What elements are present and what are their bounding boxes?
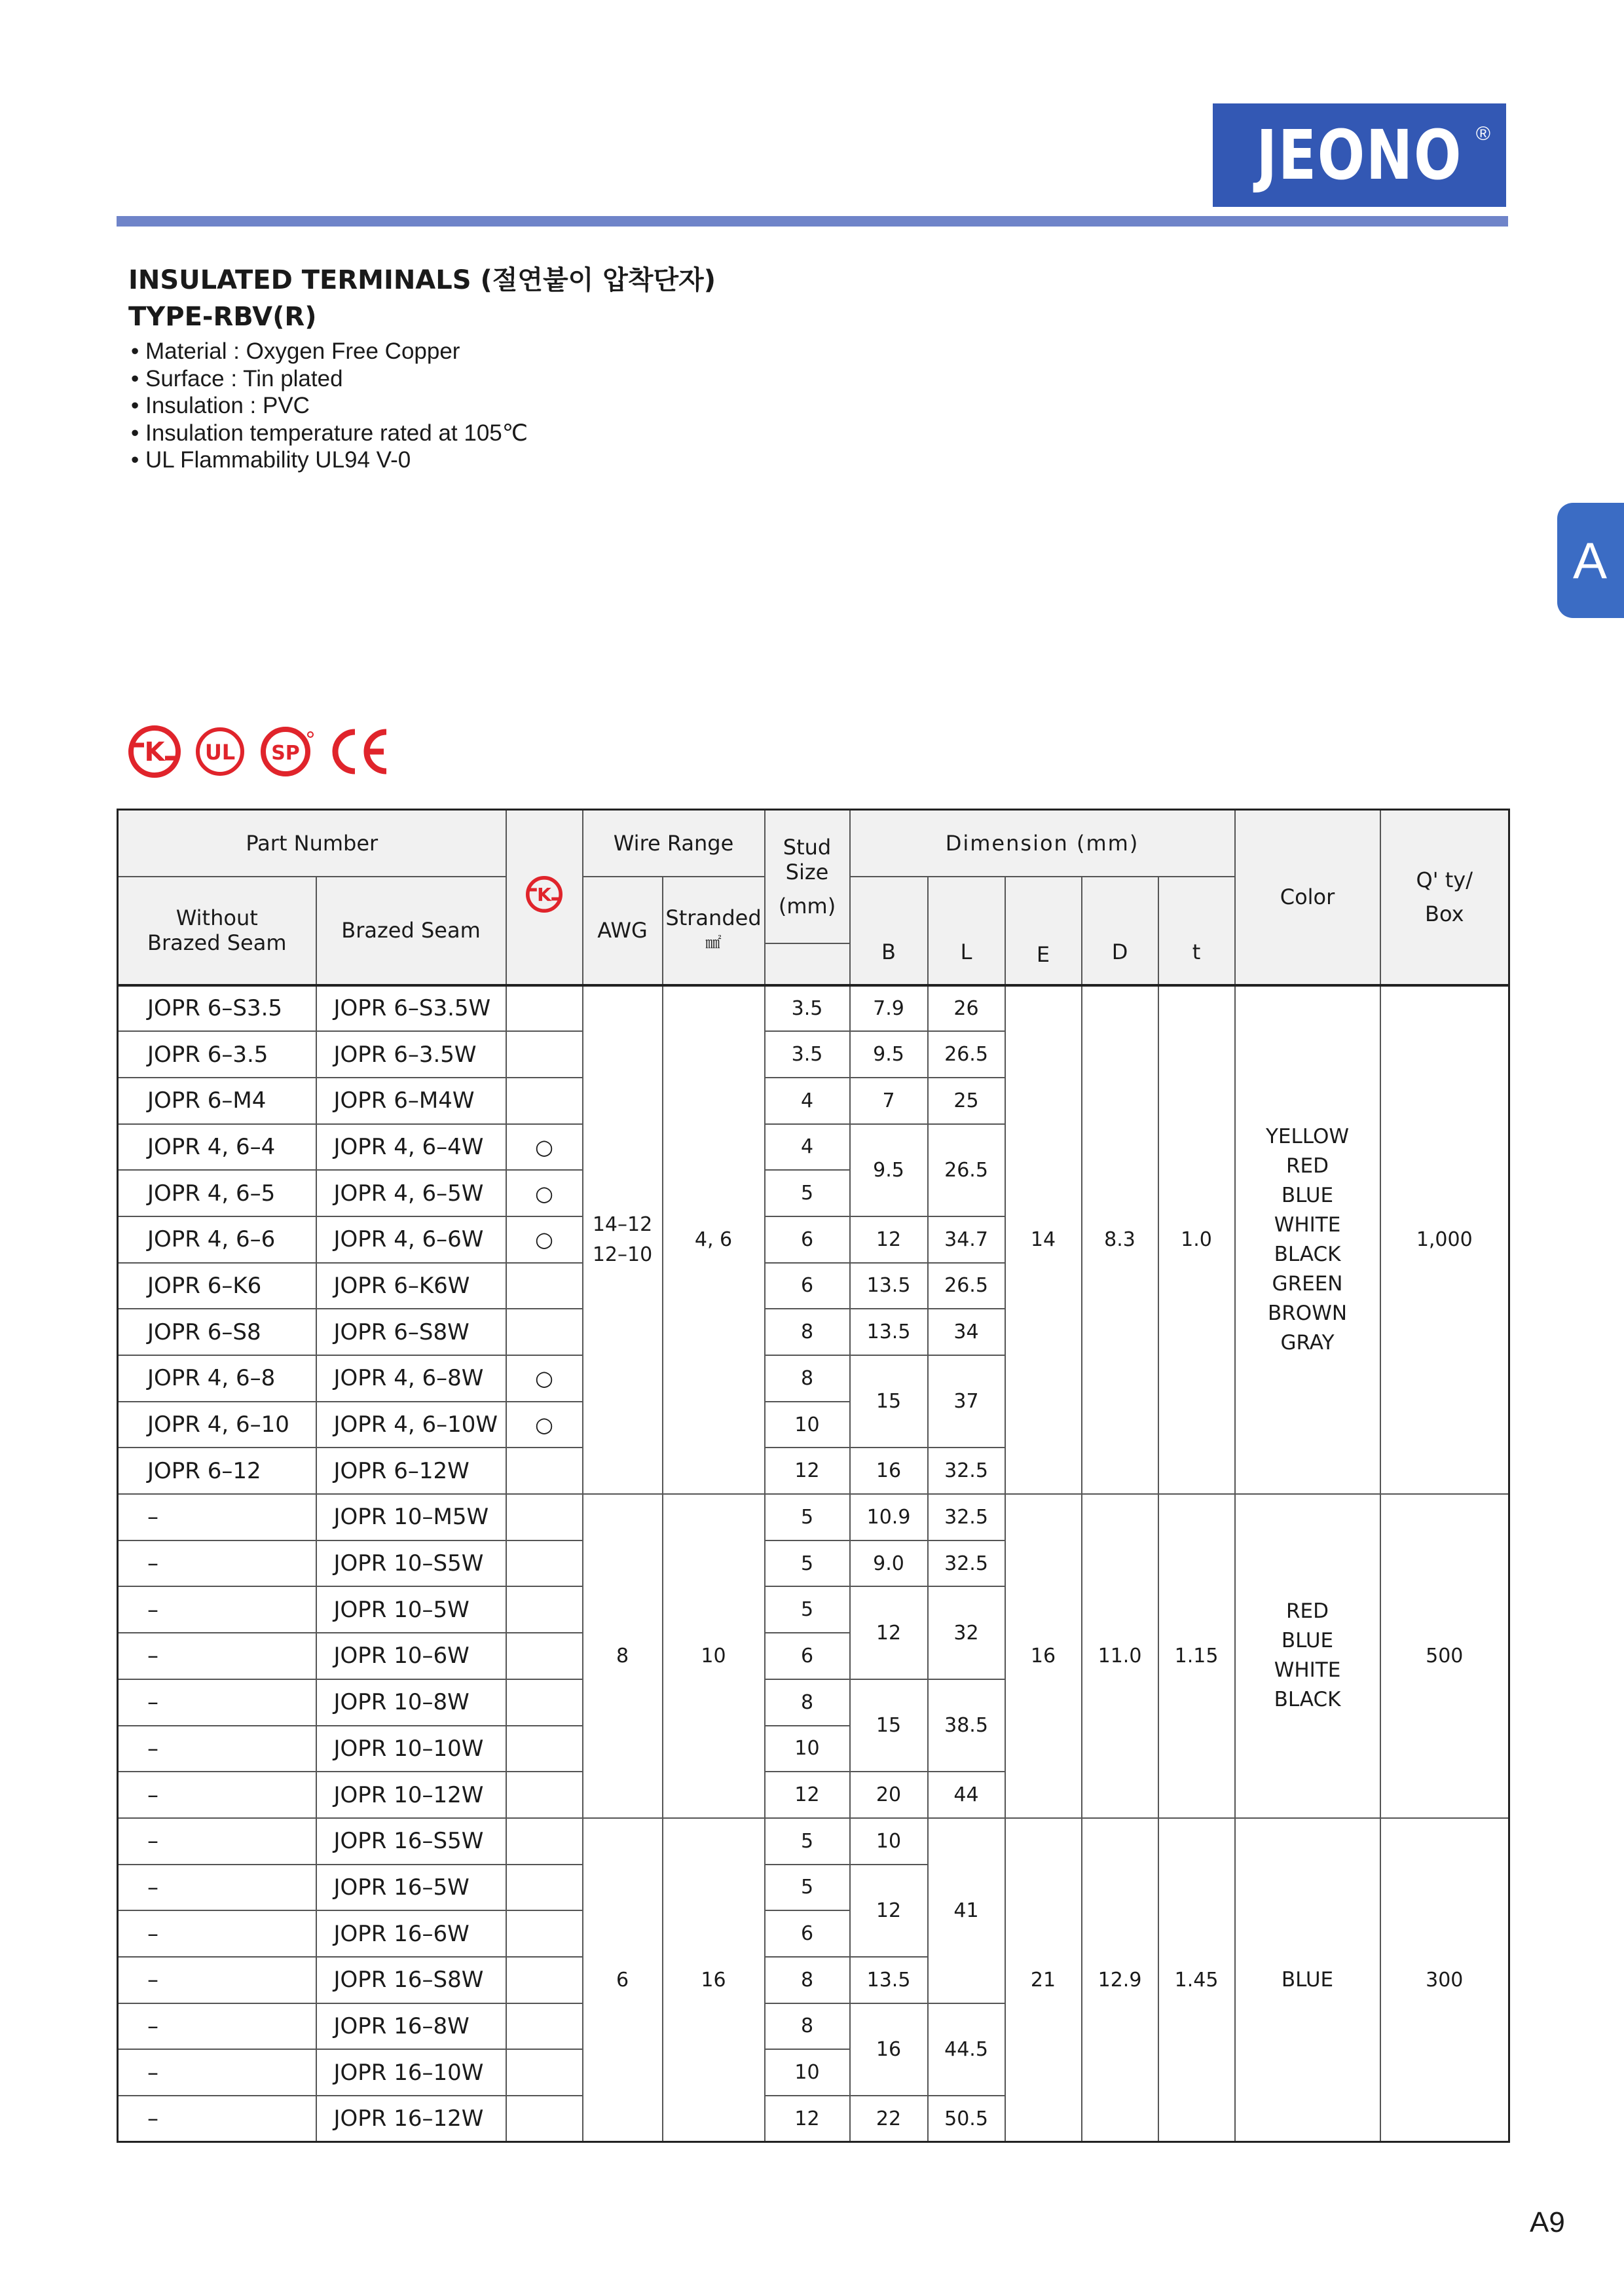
brazed-seam-cell: JOPR 10–10W bbox=[316, 1726, 506, 1772]
svg-text:SP: SP bbox=[271, 742, 300, 765]
ks-cell bbox=[506, 1726, 583, 1772]
stranded-header bbox=[663, 877, 765, 985]
ks-cell bbox=[506, 1865, 583, 1911]
stud-cell: 8 bbox=[765, 1957, 850, 2003]
b-cell: 15 bbox=[850, 1679, 928, 1772]
stud-cell: 4 bbox=[765, 1078, 850, 1124]
without-seam-cell: JOPR 4, 6–10 bbox=[118, 1402, 316, 1448]
ks-cell: ○ bbox=[506, 1355, 583, 1402]
ks-cell bbox=[506, 2049, 583, 2096]
part-number-header: Part Number bbox=[118, 810, 506, 877]
registered-mark: ® bbox=[1475, 123, 1490, 145]
without-seam-cell: – bbox=[118, 1957, 316, 2003]
awg-header: AWG bbox=[583, 877, 663, 985]
l-cell: 34 bbox=[928, 1309, 1005, 1355]
wire-range-header: Wire Range bbox=[583, 810, 765, 877]
brazed-seam-cell: JOPR 10–5W bbox=[316, 1586, 506, 1633]
l-cell: 26.5 bbox=[928, 1263, 1005, 1309]
stud-size-label: Stud Size bbox=[783, 834, 832, 884]
stranded-cell: 16 bbox=[663, 1818, 765, 2142]
b-cell: 15 bbox=[850, 1355, 928, 1448]
page-title bbox=[128, 262, 716, 335]
b-cell: 13.5 bbox=[850, 1957, 928, 2003]
brazed-seam-cell: JOPR 6–12W bbox=[316, 1448, 506, 1494]
ks-mark-icon bbox=[128, 725, 181, 778]
b-cell: 12 bbox=[850, 1216, 928, 1263]
ks-column-header bbox=[506, 810, 583, 985]
b-cell: 13.5 bbox=[850, 1309, 928, 1355]
b-cell: 7.9 bbox=[850, 985, 928, 1032]
svg-text:K: K bbox=[537, 884, 551, 906]
d-cell: 11.0 bbox=[1082, 1494, 1158, 1818]
brazed-seam-cell: JOPR 16–8W bbox=[316, 2003, 506, 2050]
without-seam-cell: JOPR 6–3.5 bbox=[118, 1031, 316, 1078]
spec-table-body bbox=[118, 985, 1509, 2142]
brand-name: JEONO bbox=[1256, 115, 1463, 195]
b-cell: 16 bbox=[850, 1448, 928, 1494]
ks-cell: ○ bbox=[506, 1216, 583, 1263]
l-cell: 37 bbox=[928, 1355, 1005, 1448]
d-header: D bbox=[1082, 877, 1158, 985]
svg-text:K: K bbox=[144, 737, 165, 767]
certification-marks bbox=[128, 725, 390, 778]
stranded-cell: 10 bbox=[663, 1494, 765, 1818]
stud-cell: 10 bbox=[765, 2049, 850, 2096]
stud-cell: 5 bbox=[765, 1586, 850, 1633]
without-seam-cell: – bbox=[118, 1540, 316, 1587]
stud-size-header-spacer bbox=[765, 943, 850, 985]
without-seam-cell: – bbox=[118, 1586, 316, 1633]
spec-item: • Insulation : PVC bbox=[131, 392, 528, 420]
without-seam-cell: – bbox=[118, 1818, 316, 1865]
ks-cell bbox=[506, 1309, 583, 1355]
stranded-label: Stranded bbox=[665, 905, 762, 930]
l-cell: 26 bbox=[928, 985, 1005, 1032]
brazed-seam-cell: JOPR 10–6W bbox=[316, 1633, 506, 1679]
stud-cell: 5 bbox=[765, 1170, 850, 1216]
without-seam-cell: – bbox=[118, 1726, 316, 1772]
title-line-1: INSULATED TERMINALS (절연붙이 압착단자) bbox=[128, 265, 716, 295]
stud-cell: 6 bbox=[765, 1910, 850, 1957]
l-cell: 32.5 bbox=[928, 1494, 1005, 1540]
brazed-seam-cell: JOPR 16–10W bbox=[316, 2049, 506, 2096]
box-label: Box bbox=[1425, 902, 1464, 927]
d-cell: 8.3 bbox=[1082, 985, 1158, 1495]
page-number: A9 bbox=[1530, 2206, 1565, 2238]
ks-cell: ○ bbox=[506, 1170, 583, 1216]
l-cell: 38.5 bbox=[928, 1679, 1005, 1772]
without-seam-cell: – bbox=[118, 2096, 316, 2142]
l-cell: 26.5 bbox=[928, 1031, 1005, 1078]
stud-cell: 12 bbox=[765, 2096, 850, 2142]
ks-cell bbox=[506, 1540, 583, 1587]
stud-cell: 8 bbox=[765, 1679, 850, 1726]
awg-cell: 14–12 12–10 bbox=[583, 985, 663, 1495]
b-cell: 16 bbox=[850, 2003, 928, 2096]
b-cell: 9.5 bbox=[850, 1031, 928, 1078]
b-cell: 12 bbox=[850, 1586, 928, 1679]
header-rule bbox=[117, 216, 1508, 227]
without-seam-cell: – bbox=[118, 1772, 316, 1818]
qty-cell: 500 bbox=[1380, 1494, 1509, 1818]
b-cell: 20 bbox=[850, 1772, 928, 1818]
section-tab[interactable]: A bbox=[1557, 503, 1624, 618]
brazed-seam-cell: JOPR 4, 6–4W bbox=[316, 1124, 506, 1171]
qty-cell: 300 bbox=[1380, 1818, 1509, 2142]
l-header: L bbox=[928, 877, 1005, 985]
ks-cell bbox=[506, 1772, 583, 1818]
stud-cell: 5 bbox=[765, 1818, 850, 1865]
e-cell: 21 bbox=[1005, 1818, 1082, 2142]
ce-mark-icon bbox=[327, 725, 390, 778]
stud-unit-label: (mm) bbox=[778, 893, 836, 919]
ks-cell bbox=[506, 1263, 583, 1309]
without-seam-cell: – bbox=[118, 1679, 316, 1726]
brazed-seam-cell: JOPR 16–6W bbox=[316, 1910, 506, 1957]
ks-cell bbox=[506, 1448, 583, 1494]
brand-logo bbox=[1213, 103, 1506, 207]
without-seam-cell: – bbox=[118, 2003, 316, 2050]
brazed-seam-cell: JOPR 16–5W bbox=[316, 1865, 506, 1911]
ks-cell bbox=[506, 1818, 583, 1865]
ks-cell bbox=[506, 1586, 583, 1633]
spec-item: • UL Flammability UL94 V-0 bbox=[131, 446, 528, 474]
brazed-seam-cell: JOPR 4, 6–6W bbox=[316, 1216, 506, 1263]
title-line-2: TYPE-RBV(R) bbox=[128, 302, 317, 332]
without-seam-cell: JOPR 4, 6–5 bbox=[118, 1170, 316, 1216]
color-cell: BLUE bbox=[1235, 1818, 1380, 2142]
stud-cell: 8 bbox=[765, 1355, 850, 1402]
brazed-seam-cell: JOPR 10–12W bbox=[316, 1772, 506, 1818]
stud-cell: 6 bbox=[765, 1216, 850, 1263]
brazed-seam-cell: JOPR 10–M5W bbox=[316, 1494, 506, 1540]
ks-cell bbox=[506, 985, 583, 1032]
awg-cell: 6 bbox=[583, 1818, 663, 2142]
brazed-seam-cell: JOPR 16–S5W bbox=[316, 1818, 506, 1865]
l-cell: 32.5 bbox=[928, 1540, 1005, 1587]
b-cell: 13.5 bbox=[850, 1263, 928, 1309]
ks-cell bbox=[506, 1078, 583, 1124]
ks-cell bbox=[506, 1910, 583, 1957]
ks-cell: ○ bbox=[506, 1402, 583, 1448]
e-cell: 16 bbox=[1005, 1494, 1082, 1818]
brazed-seam-cell: JOPR 16–12W bbox=[316, 2096, 506, 2142]
without-seam-cell: – bbox=[118, 1910, 316, 1957]
l-cell: 50.5 bbox=[928, 2096, 1005, 2142]
brazed-seam-cell: JOPR 16–S8W bbox=[316, 1957, 506, 2003]
stranded-unit: ㎟ bbox=[705, 934, 722, 952]
without-seam-cell: JOPR 6–S8 bbox=[118, 1309, 316, 1355]
csa-mark-icon bbox=[259, 725, 314, 778]
without-seam-cell: – bbox=[118, 1633, 316, 1679]
qty-label: Q' ty/ bbox=[1416, 867, 1473, 893]
without-seam-cell: – bbox=[118, 1865, 316, 1911]
without-seam-cell: JOPR 4, 6–8 bbox=[118, 1355, 316, 1402]
brazed-seam-cell: JOPR 4, 6–10W bbox=[316, 1402, 506, 1448]
l-cell: 32.5 bbox=[928, 1448, 1005, 1494]
l-cell: 25 bbox=[928, 1078, 1005, 1124]
brazed-seam-cell: JOPR 4, 6–5W bbox=[316, 1170, 506, 1216]
qty-header bbox=[1380, 810, 1509, 985]
spec-item: • Surface : Tin plated bbox=[131, 365, 528, 393]
stud-cell: 5 bbox=[765, 1540, 850, 1587]
brazed-seam-header: Brazed Seam bbox=[316, 877, 506, 985]
e-cell: 14 bbox=[1005, 985, 1082, 1495]
brazed-seam-cell: JOPR 10–8W bbox=[316, 1679, 506, 1726]
table-row bbox=[118, 1818, 1509, 1865]
brazed-seam-cell: JOPR 6–S3.5W bbox=[316, 985, 506, 1032]
t-cell: 1.45 bbox=[1158, 1818, 1235, 2142]
color-cell: YELLOW RED BLUE WHITE BLACK GREEN BROWN GRAY bbox=[1235, 985, 1380, 1495]
ks-cell bbox=[506, 2096, 583, 2142]
b-cell: 10.9 bbox=[850, 1494, 928, 1540]
stud-cell: 3.5 bbox=[765, 1031, 850, 1078]
brazed-seam-cell: JOPR 10–S5W bbox=[316, 1540, 506, 1587]
stud-cell: 6 bbox=[765, 1633, 850, 1679]
table-row bbox=[118, 985, 1509, 1032]
brazed-seam-cell: JOPR 6–S8W bbox=[316, 1309, 506, 1355]
brazed-seam-cell: JOPR 6–3.5W bbox=[316, 1031, 506, 1078]
ks-mark-icon bbox=[526, 876, 563, 913]
stud-cell: 4 bbox=[765, 1124, 850, 1171]
stud-cell: 10 bbox=[765, 1402, 850, 1448]
ks-cell bbox=[506, 1031, 583, 1078]
b-cell: 22 bbox=[850, 2096, 928, 2142]
b-cell: 9.0 bbox=[850, 1540, 928, 1587]
qty-cell: 1,000 bbox=[1380, 985, 1509, 1495]
l-cell: 32 bbox=[928, 1586, 1005, 1679]
without-seam-cell: – bbox=[118, 2049, 316, 2096]
spec-item: • Insulation temperature rated at 105℃ bbox=[131, 420, 528, 447]
b-cell: 10 bbox=[850, 1818, 928, 1865]
ks-cell bbox=[506, 1494, 583, 1540]
t-cell: 1.0 bbox=[1158, 985, 1235, 1495]
without-seam-header: Without Brazed Seam bbox=[118, 877, 316, 985]
ks-cell: ○ bbox=[506, 1124, 583, 1171]
stud-cell: 12 bbox=[765, 1448, 850, 1494]
without-seam-cell: JOPR 4, 6–4 bbox=[118, 1124, 316, 1171]
t-header: t bbox=[1158, 877, 1235, 985]
without-seam-cell: JOPR 6–M4 bbox=[118, 1078, 316, 1124]
stranded-cell: 4, 6 bbox=[663, 985, 765, 1495]
b-cell: 12 bbox=[850, 1865, 928, 1957]
table-row bbox=[118, 1494, 1509, 1540]
color-cell: RED BLUE WHITE BLACK bbox=[1235, 1494, 1380, 1818]
stud-cell: 8 bbox=[765, 2003, 850, 2050]
l-cell: 41 bbox=[928, 1818, 1005, 2003]
brazed-seam-cell: JOPR 6–M4W bbox=[316, 1078, 506, 1124]
without-seam-cell: JOPR 4, 6–6 bbox=[118, 1216, 316, 1263]
stud-size-header bbox=[765, 810, 850, 943]
e-header: E bbox=[1005, 877, 1082, 985]
awg-cell: 8 bbox=[583, 1494, 663, 1818]
stud-cell: 5 bbox=[765, 1494, 850, 1540]
ks-cell bbox=[506, 2003, 583, 2050]
stud-cell: 12 bbox=[765, 1772, 850, 1818]
stud-cell: 8 bbox=[765, 1309, 850, 1355]
l-cell: 26.5 bbox=[928, 1124, 1005, 1216]
ks-cell bbox=[506, 1957, 583, 2003]
without-seam-cell: JOPR 6–K6 bbox=[118, 1263, 316, 1309]
b-cell: 7 bbox=[850, 1078, 928, 1124]
stud-cell: 3.5 bbox=[765, 985, 850, 1032]
svg-text:UL: UL bbox=[204, 740, 236, 765]
brazed-seam-cell: JOPR 4, 6–8W bbox=[316, 1355, 506, 1402]
l-cell: 44 bbox=[928, 1772, 1005, 1818]
without-seam-cell: JOPR 6–S3.5 bbox=[118, 985, 316, 1032]
ul-mark-icon bbox=[194, 725, 246, 778]
without-seam-cell: JOPR 6–12 bbox=[118, 1448, 316, 1494]
stud-cell: 10 bbox=[765, 1726, 850, 1772]
dimension-header: Dimension (mm) bbox=[850, 810, 1235, 877]
spec-item: • Material : Oxygen Free Copper bbox=[131, 338, 528, 365]
stud-cell: 5 bbox=[765, 1865, 850, 1911]
d-cell: 12.9 bbox=[1082, 1818, 1158, 2142]
color-header: Color bbox=[1235, 810, 1380, 985]
ks-cell bbox=[506, 1679, 583, 1726]
spec-list bbox=[131, 338, 528, 474]
l-cell: 34.7 bbox=[928, 1216, 1005, 1263]
ks-cell bbox=[506, 1633, 583, 1679]
l-cell: 44.5 bbox=[928, 2003, 1005, 2096]
spec-table bbox=[117, 809, 1510, 2143]
t-cell: 1.15 bbox=[1158, 1494, 1235, 1818]
without-seam-cell: – bbox=[118, 1494, 316, 1540]
brazed-seam-cell: JOPR 6–K6W bbox=[316, 1263, 506, 1309]
stud-cell: 6 bbox=[765, 1263, 850, 1309]
b-cell: 9.5 bbox=[850, 1124, 928, 1216]
b-header: B bbox=[850, 877, 928, 985]
